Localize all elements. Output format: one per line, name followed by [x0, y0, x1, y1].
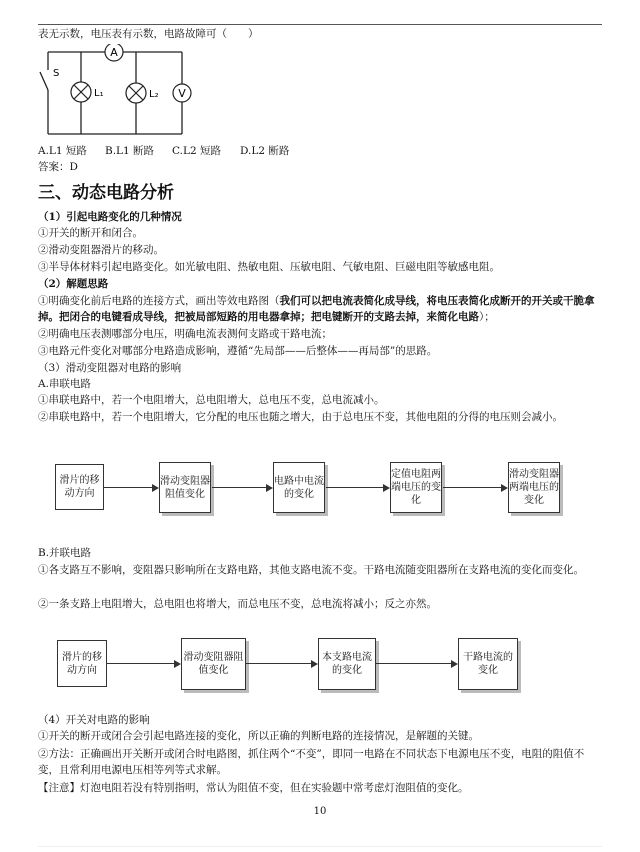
sub1-item-1: ①开关的断开和闭合。: [38, 227, 143, 239]
flow1-arrow-3: [326, 487, 388, 488]
option-d: D.L2 断路: [240, 145, 290, 157]
flow2-arrow-3: [376, 663, 456, 664]
sub2-item-2: ②明确电压表测哪部分电压，明确电流表测何支路或干路电流；: [38, 328, 332, 340]
voltmeter-label: V: [178, 87, 186, 100]
option-a: A.L1 短路: [38, 145, 87, 157]
flow1-box-3: 电路中电流的变化: [273, 462, 325, 513]
footer-rule: [38, 846, 602, 847]
lamp-l1-label: L₁: [94, 88, 104, 99]
switch-label: S: [53, 68, 60, 79]
flow2-box-2: 滑动变阻器阻值变化: [181, 638, 246, 690]
sub2-item-1: [38, 293, 604, 325]
flow1-arrow-2: [212, 487, 271, 488]
circuit-detail: [36, 44, 196, 144]
flow1-box-4: 定值电阻两端电压的变化: [390, 462, 442, 513]
flow1-arrow-1: [104, 487, 157, 488]
sub2-title: （2）解题思路: [38, 278, 109, 290]
sub2-item-1-bold: 我们可以把电流表简化成导线，将电压表简化成断开的开关或干脆拿掉。把闭合的电键看成导线，把被局部短路的用电器拿掉；把电键断开的支路去掉，来简化电路: [38, 295, 595, 323]
flow1-box-5: 滑动变阻器两端电压的变化: [508, 462, 560, 513]
option-b: B.L1 断路: [105, 145, 155, 157]
flow2-box-4: 干路电流的变化: [458, 638, 518, 690]
sub1-item-2: ②滑动变阻器滑片的移动。: [38, 244, 164, 256]
flow2-box-1: 滑片的移动方向: [57, 640, 107, 687]
sub3-title: （3）滑动变阻器对电路的影响: [38, 362, 182, 374]
flow2-arrow-1: [107, 663, 179, 664]
flow2-box-3: 本支路电流的变化: [318, 638, 376, 690]
page-number: 10: [313, 806, 327, 817]
option-c: C.L2 短路: [172, 145, 221, 157]
lamp-l2-symbol: [126, 83, 146, 103]
parallel-item-1: ①各支路互不影响，变阻器只影响所在支路电路，其他支路电流不变。干路电流随变阻器所在支路电流的变化而变化。: [38, 564, 584, 576]
sub4-note: 【注意】灯泡电阻若没有特别指明，常认为阻值不变，但在实验题中常考虑灯泡阻值的变化。: [38, 782, 469, 794]
parallel-item-2: ②一条支路上电阻增大，总电阻也将增大，而总电压不变，总电流将减小；反之亦然。: [38, 598, 437, 610]
section-title: 三、动态电路分析: [38, 183, 174, 203]
question-stem: 表无示数，电压表有示数，电路故障可（ ）: [38, 28, 259, 40]
sub2-item-3: ③电路元件变化对哪部分电路造成影响，遵循“先局部——后整体——再局部”的思路。: [38, 345, 438, 357]
series-item-2: ②串联电路中，若一个电阻增大，它分配的电压也随之增大，由于总电压不变，其他电阻的分得的电压则会减小。: [38, 411, 563, 423]
lamp-l1-symbol: [71, 82, 91, 102]
flow1-arrow-4: [443, 487, 506, 488]
flow2-arrow-2: [246, 663, 316, 664]
parallel-title: B.并联电路: [38, 547, 92, 559]
flow1-box-1: 滑片的移动方向: [55, 464, 104, 510]
flow1-box-2: 滑动变阻器阻值变化: [159, 462, 211, 513]
series-title: A.串联电路: [38, 378, 91, 390]
sub2-item-1-end: ）；: [479, 311, 495, 323]
sub2-item-1-text: ①明确变化前后电路的连接方式，画出等效电路图（: [38, 295, 280, 307]
sub4-item-1: ①开关的断开或闭合会引起电路连接的变化，所以正确的判断电路的连接情况，是解题的关键。: [38, 730, 479, 742]
answer: 答案：D: [38, 161, 78, 173]
sub1-item-3: ③半导体材料引起电路变化。如光敏电阻、热敏电阻、压敏电阻、气敏电阻、巨磁电阻等敏感电阻。: [38, 261, 500, 273]
sub4-item-2: ②方法：正确画出开关断开或闭合时电路图，抓住两个“不变”，即同一电路在不同状态下电源电压不变，电阻的阻值不变，且常利用电源电压相等列等式求解。: [38, 748, 585, 776]
ammeter-label: A: [110, 46, 118, 59]
series-item-1: ①串联电路中，若一个电阻增大，总电阻增大，总电压不变，总电流减小。: [38, 394, 385, 406]
sub4-title: （4）开关对电路的影响: [38, 714, 150, 726]
sub1-title: （1）引起电路变化的几种情况: [38, 211, 182, 223]
lamp-l2-label: L₂: [149, 89, 159, 100]
header-rule: [38, 24, 602, 25]
